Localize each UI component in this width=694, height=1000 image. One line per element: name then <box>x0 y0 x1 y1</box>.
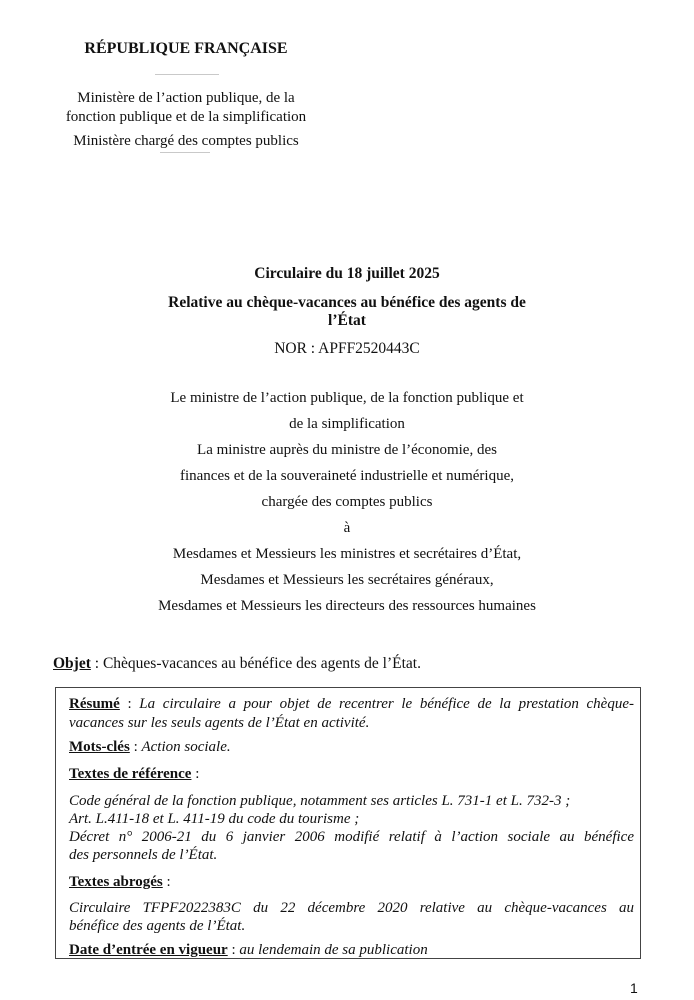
refs-sep: : <box>191 766 200 782</box>
addressing-line: Mesdames et Messieurs les ministres et secrétaires d’État, <box>172 546 522 562</box>
nor-reference: NOR : APFF2520443C <box>274 340 420 357</box>
objet-line <box>53 655 421 673</box>
addressing-block <box>100 385 594 619</box>
addressing-line: à <box>343 520 351 536</box>
addressing-line: La ministre auprès du ministre de l’économie, des <box>197 442 497 458</box>
subject-line-2: l’État <box>328 312 366 329</box>
keywords-line <box>69 739 634 756</box>
addressing-line: Le ministre de l’action publique, de la fonction publique et <box>170 390 524 406</box>
refs-label: Textes de référence <box>69 766 192 782</box>
ministry-1-line-1: Ministère de l’action publique, de la <box>77 90 295 106</box>
keywords-text: Action sociale. <box>141 739 231 755</box>
circular-subject <box>120 294 574 330</box>
ministry-name-2: Ministère chargé des comptes publics <box>73 133 299 149</box>
refs-line-2: Art. L.411-18 et L. 411-19 du code du tourisme ; <box>69 811 360 827</box>
refs-line-3: Décret n° 2006-21 du 6 janvier 2006 modifié relatif à l’action sociale au bénéfice <box>69 829 634 845</box>
republic-heading: RÉPUBLIQUE FRANÇAISE <box>84 40 288 57</box>
effective-text: au lendemain de sa publication <box>239 942 428 958</box>
keywords-sep: : <box>129 739 142 755</box>
addressing-line: chargée des comptes publics <box>261 494 433 510</box>
refs-line-4: des personnels de l’État. <box>69 847 218 863</box>
refs-line-1: Code général de la fonction publique, notamment ses articles L. 731-1 et L. 732-3 ; <box>69 793 571 809</box>
addressing-line: Mesdames et Messieurs les secrétaires généraux, <box>200 572 494 588</box>
resume-label: Résumé <box>69 696 120 712</box>
abrogated-line-2: bénéfice des agents de l’État. <box>69 918 246 934</box>
abrogated-sep: : <box>162 874 171 890</box>
addressing-line: finances et de la souveraineté industrielle et numérique, <box>179 468 515 484</box>
abrogated-label: Textes abrogés <box>69 874 163 890</box>
resume-line-1 <box>69 696 634 713</box>
header-separator-bottom <box>160 152 210 153</box>
effective-date-line <box>69 942 634 959</box>
circular-date: Circulaire du 18 juillet 2025 <box>254 265 440 282</box>
objet-label: Objet <box>53 655 91 672</box>
effective-sep: : <box>227 942 240 958</box>
addressing-line: Mesdames et Messieurs les directeurs des ressources humaines <box>158 598 536 614</box>
ministry-1-line-2: fonction publique et de la simplification <box>65 109 307 125</box>
abrogated-line-1: Circulaire TFPF2022383C du 22 décembre 2020 relative au chèque-vacances au <box>69 900 634 916</box>
abrogated-heading <box>69 874 634 891</box>
header-separator-top <box>155 74 219 75</box>
resume-text-2: vacances sur les seuls agents de l’État en activité. <box>69 715 370 731</box>
subject-line-1: Relative au chèque-vacances au bénéfice des agents de <box>168 294 526 311</box>
objet-text: : Chèques-vacances au bénéfice des agents de l’État. <box>90 655 421 672</box>
addressing-line: de la simplification <box>289 416 405 432</box>
effective-label: Date d’entrée en vigueur <box>69 942 228 958</box>
resume-text-1: La circulaire a pour objet de recentrer le bénéfice de la prestation chèque- <box>139 696 634 712</box>
keywords-label: Mots-clés <box>69 739 130 755</box>
resume-sep: : <box>119 696 140 712</box>
refs-heading <box>69 766 634 783</box>
ministry-name-1 <box>40 89 332 127</box>
page-number: 1 <box>630 980 638 996</box>
